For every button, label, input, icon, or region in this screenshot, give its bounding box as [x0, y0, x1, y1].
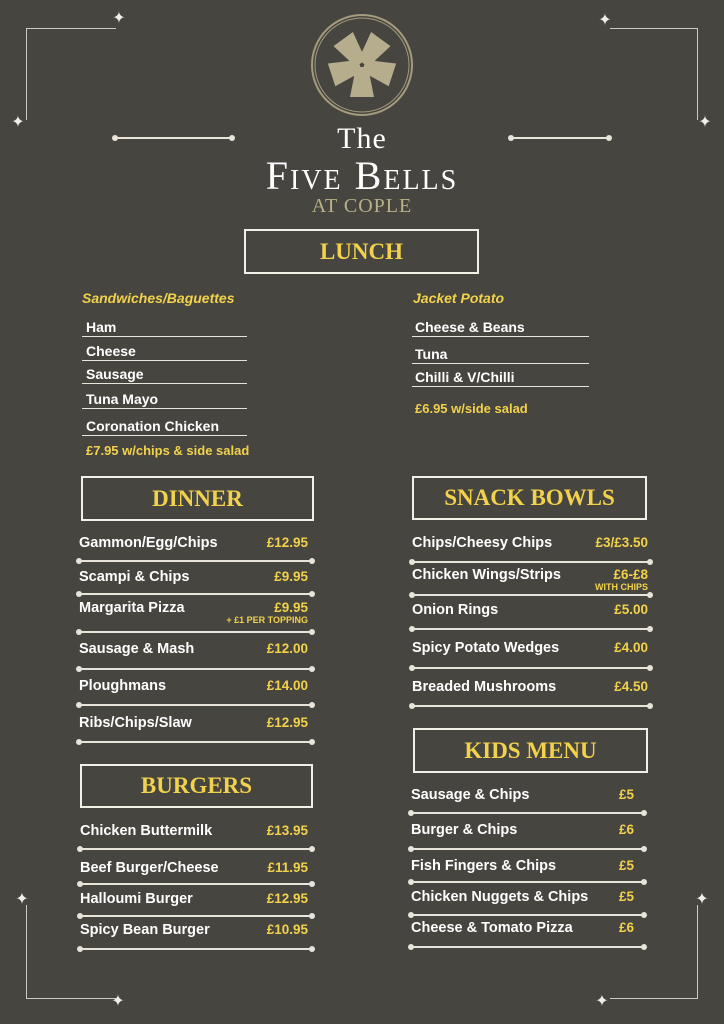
- price-note: £6.95 w/side salad: [415, 401, 528, 416]
- sparkle-icon: ✦: [15, 891, 29, 908]
- menu-row: [79, 641, 312, 657]
- menu-item: Cheese & Beans: [412, 319, 589, 337]
- menu-row: [79, 535, 312, 551]
- item-price: [267, 922, 308, 937]
- price-note: WITH CHIPS: [595, 582, 648, 592]
- price-note: + £1 PER TOPPING: [226, 615, 308, 625]
- menu-item: Chilli & V/Chilli: [412, 369, 589, 387]
- menu-item: Tuna Mayo: [82, 391, 247, 409]
- menu-item: Cheese: [82, 343, 247, 361]
- item-price: [267, 891, 308, 906]
- divider: [80, 883, 312, 885]
- five-bells-logo-icon: [310, 13, 414, 117]
- corner-frame-top-right: [610, 28, 698, 120]
- sparkle-icon: ✦: [598, 12, 612, 29]
- price-value: £9.95: [274, 569, 308, 584]
- jacket-potato-heading: Jacket Potato: [413, 290, 505, 306]
- sparkle-icon: ✦: [11, 114, 25, 131]
- divider: [412, 594, 650, 596]
- sparkle-icon: ✦: [595, 993, 609, 1010]
- item-name: Ploughmans: [79, 678, 167, 694]
- menu-row: [80, 860, 312, 876]
- menu-row: [80, 922, 312, 938]
- item-price: [619, 920, 634, 935]
- item-name: Breaded Mushrooms: [412, 679, 557, 695]
- divider: [412, 705, 650, 707]
- item-name: Fish Fingers & Chips: [411, 858, 557, 874]
- menu-row: [412, 640, 650, 656]
- item-name: Chicken Buttermilk: [80, 823, 213, 839]
- item-price: [619, 822, 634, 837]
- menu-row: [411, 787, 644, 803]
- divider: [79, 704, 312, 706]
- menu-row: [79, 678, 312, 694]
- divider: [115, 137, 232, 139]
- price-value: £10.95: [266, 922, 308, 937]
- item-price: [619, 858, 634, 873]
- corner-frame-bottom-left: [26, 905, 116, 999]
- price-value: £6-£8: [613, 567, 648, 582]
- menu-item: Sausage: [82, 366, 247, 384]
- dinner-heading: DINNER: [81, 476, 314, 521]
- divider: [79, 593, 312, 595]
- item-name: Beef Burger/Cheese: [80, 860, 219, 876]
- menu-row: [79, 715, 312, 731]
- item-price: [595, 535, 648, 550]
- kids-menu-heading: KIDS MENU: [413, 728, 648, 773]
- price-value: £5: [618, 889, 634, 904]
- price-value: £6: [618, 920, 634, 935]
- price-value: £12.95: [266, 535, 308, 550]
- menu-item: Ham: [82, 319, 247, 337]
- item-name: Spicy Bean Burger: [80, 922, 210, 938]
- price-value: £5: [618, 858, 634, 873]
- item-price: [267, 678, 308, 693]
- item-name: Spicy Potato Wedges: [412, 640, 560, 656]
- price-note: £7.95 w/chips & side salad: [86, 443, 250, 458]
- item-price: [619, 787, 634, 802]
- item-price: [614, 640, 648, 655]
- price-value: £12.95: [266, 715, 308, 730]
- sparkle-icon: ✦: [111, 993, 125, 1010]
- item-price: [267, 823, 308, 838]
- divider: [79, 631, 312, 633]
- lunch-heading: LUNCH: [244, 229, 479, 274]
- item-name: Chicken Nuggets & Chips: [411, 889, 589, 905]
- item-name: Chicken Wings/Strips: [412, 567, 561, 583]
- menu-row: [412, 567, 650, 592]
- title-the: The: [337, 122, 387, 155]
- price-value: £4.00: [614, 640, 648, 655]
- menu-row: [79, 569, 312, 585]
- title-location: AT COPLE: [311, 195, 413, 217]
- price-value: £14.00: [266, 678, 308, 693]
- divider: [511, 137, 609, 139]
- item-price: [267, 715, 308, 730]
- divider: [411, 946, 644, 948]
- menu-row: [412, 535, 650, 551]
- price-value: £12.00: [266, 641, 308, 656]
- price-value: £5: [618, 787, 634, 802]
- item-price: [267, 860, 308, 875]
- price-value: £6: [618, 822, 634, 837]
- item-name: Scampi & Chips: [79, 569, 190, 585]
- price-value: £11.95: [267, 860, 308, 875]
- item-name: Ribs/Chips/Slaw: [79, 715, 192, 731]
- menu-row: [411, 889, 644, 905]
- item-price: [267, 641, 308, 656]
- divider: [79, 560, 312, 562]
- price-value: £3/£3.50: [595, 535, 648, 550]
- item-name: Onion Rings: [412, 602, 499, 618]
- menu-item: Tuna: [412, 346, 589, 364]
- divider: [411, 881, 644, 883]
- item-name: Chips/Cheesy Chips: [412, 535, 553, 551]
- item-name: Sausage & Mash: [79, 641, 195, 657]
- item-name: Burger & Chips: [411, 822, 518, 838]
- divider: [411, 812, 644, 814]
- corner-frame-top-left: [26, 28, 116, 120]
- menu-row: [79, 600, 312, 625]
- menu-row: [80, 891, 312, 907]
- menu-row: [411, 858, 644, 874]
- sparkle-icon: ✦: [112, 10, 126, 27]
- price-value: £4.50: [614, 679, 648, 694]
- sparkle-icon: ✦: [695, 891, 709, 908]
- divider: [80, 848, 312, 850]
- divider: [412, 561, 650, 563]
- item-price: [595, 567, 648, 592]
- price-value: £13.95: [266, 823, 308, 838]
- divider: [411, 848, 644, 850]
- sandwiches-heading: Sandwiches/Baguettes: [82, 290, 235, 306]
- price-value: £9.95: [274, 600, 308, 615]
- divider: [79, 668, 312, 670]
- menu-row: [411, 822, 644, 838]
- menu-item: Coronation Chicken: [82, 418, 247, 436]
- item-name: Margarita Pizza: [79, 600, 185, 616]
- menu-row: [80, 823, 312, 839]
- menu-row: [411, 920, 644, 936]
- item-name: Gammon/Egg/Chips: [79, 535, 218, 551]
- price-value: £5.00: [614, 602, 648, 617]
- item-name: Halloumi Burger: [80, 891, 193, 907]
- item-price: [267, 535, 308, 550]
- title-five-bells: Five Bells: [265, 153, 459, 198]
- item-price: [274, 569, 308, 584]
- divider: [80, 915, 312, 917]
- divider: [412, 628, 650, 630]
- item-name: Cheese & Tomato Pizza: [411, 920, 573, 936]
- snack-bowls-heading: SNACK BOWLS: [412, 476, 647, 520]
- item-name: Sausage & Chips: [411, 787, 530, 803]
- divider: [79, 741, 312, 743]
- divider: [411, 914, 644, 916]
- menu-row: [412, 679, 650, 695]
- divider: [412, 667, 650, 669]
- sparkle-icon: ✦: [698, 114, 712, 131]
- item-price: [614, 602, 648, 617]
- price-value: £12.95: [266, 891, 308, 906]
- menu-row: [412, 602, 650, 618]
- item-price: [226, 600, 308, 625]
- item-price: [619, 889, 634, 904]
- divider: [80, 948, 312, 950]
- item-price: [614, 679, 648, 694]
- burgers-heading: BURGERS: [80, 764, 313, 808]
